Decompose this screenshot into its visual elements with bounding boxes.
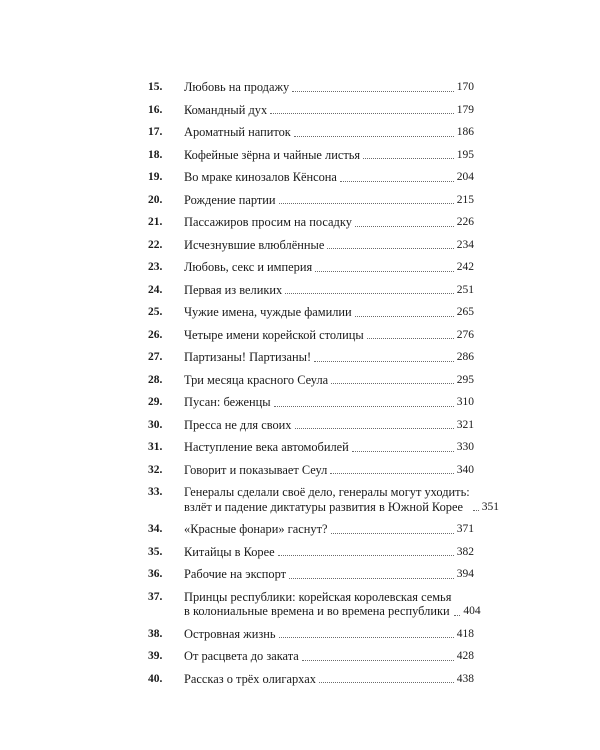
toc-entry-body: [184, 589, 481, 619]
toc-entry-body: [184, 148, 474, 163]
toc-entry: [148, 305, 474, 320]
page-number: 310: [456, 396, 474, 408]
toc-entry: [148, 215, 474, 230]
chapter-number: 18.: [148, 148, 163, 161]
toc-entry: [148, 103, 474, 118]
dot-leader: [279, 203, 454, 204]
toc-entry-body: [184, 328, 474, 343]
dot-leader: [340, 181, 454, 182]
dot-leader: [315, 271, 454, 272]
chapter-number: 20.: [148, 193, 163, 206]
chapter-title: [184, 522, 328, 537]
page-number: 195: [456, 148, 474, 161]
dot-leader: [454, 615, 460, 616]
toc-entry-body: [184, 283, 474, 298]
page-number: 179: [456, 103, 474, 116]
toc-entry: [148, 672, 474, 687]
chapter-number: 27.: [148, 351, 163, 363]
chapter-title: [184, 463, 327, 478]
chapter-title-line: Ароматный напиток: [184, 125, 291, 139]
chapter-number: 19.: [148, 171, 163, 183]
page-number: 170: [456, 81, 474, 93]
dot-leader: [279, 637, 454, 638]
chapter-number: 17.: [148, 126, 163, 138]
chapter-title-line: взлёт и падение диктатуры развития в Южной Корее: [184, 499, 463, 514]
page-number: 394: [456, 568, 474, 580]
chapter-title: [184, 80, 289, 95]
toc-entry: [148, 238, 474, 253]
chapter-title: [184, 215, 352, 230]
toc-entry-body: [184, 103, 474, 118]
page-number: 215: [456, 193, 474, 206]
dot-leader: [292, 91, 454, 92]
chapter-title: [184, 193, 276, 208]
toc-entry-body: [184, 238, 474, 253]
chapter-title-line: Китайцы в Корее: [184, 544, 275, 559]
toc-entry-body: [184, 649, 474, 664]
toc-entry: [148, 80, 474, 95]
chapter-title: [184, 170, 337, 185]
chapter-title: [184, 567, 286, 582]
toc-entry-body: [184, 485, 499, 514]
chapter-number: 15.: [148, 81, 163, 93]
chapter-title: [184, 672, 316, 687]
page-number: 404: [463, 605, 481, 617]
toc-entry: [148, 545, 474, 560]
dot-leader: [363, 158, 454, 159]
chapter-title: [184, 125, 291, 140]
dot-leader: [295, 428, 454, 429]
chapter-title-line: От расцвета до заката: [184, 649, 299, 663]
toc-entry-body: [184, 260, 474, 275]
toc-entry-body: [184, 373, 474, 388]
dot-leader: [330, 473, 453, 474]
chapter-title: [184, 590, 451, 619]
toc-entry-body: [184, 463, 474, 478]
chapter-title-line: Генералы сделали своё дело, генералы могут уходить:: [184, 485, 470, 499]
chapter-title: [184, 305, 352, 320]
page-number: 276: [456, 328, 474, 341]
dot-leader: [355, 226, 454, 227]
page-number: 382: [456, 545, 474, 558]
chapter-number: 21.: [148, 216, 163, 228]
dot-leader: [367, 338, 454, 339]
chapter-number: 22.: [148, 238, 163, 251]
page-number: 351: [481, 500, 499, 513]
toc-entry-body: [184, 440, 474, 455]
chapter-number: 35.: [148, 545, 163, 558]
chapter-title: [184, 103, 267, 118]
toc-entry: [148, 522, 474, 537]
toc-entry: [148, 125, 474, 140]
toc-entry-body: [184, 418, 474, 433]
toc-entry: [148, 418, 474, 433]
chapter-title: [184, 283, 282, 298]
chapter-title-line: Три месяца красного Сеула: [184, 372, 329, 387]
toc-entry: [148, 589, 481, 619]
toc-entry: [148, 627, 474, 642]
toc-entry: [148, 350, 474, 365]
chapter-title-line: Пресса не для своих: [184, 417, 292, 432]
chapter-number: 36.: [148, 568, 163, 580]
chapter-number: 31.: [148, 441, 163, 453]
dot-leader: [355, 316, 454, 317]
dot-leader: [319, 682, 454, 683]
chapter-number: 39.: [148, 650, 163, 662]
chapter-number: 34.: [148, 523, 163, 535]
toc-entry: [148, 328, 474, 343]
toc-entry-body: [184, 80, 474, 95]
dot-leader: [331, 533, 454, 534]
chapter-title-line: Первая из великих: [184, 282, 283, 297]
chapter-title-line: Островная жизнь: [184, 626, 276, 641]
toc-entry-body: [184, 193, 474, 208]
chapter-number: 29.: [148, 396, 163, 408]
chapter-number: 30.: [148, 418, 163, 431]
toc-entry-body: [184, 125, 474, 140]
toc-entry-body: [184, 305, 474, 320]
chapter-title-line: Любовь, секс и империя: [184, 260, 313, 274]
chapter-title-line: Командный дух: [184, 102, 268, 117]
chapter-number: 26.: [148, 328, 163, 341]
page-number: 321: [456, 418, 474, 431]
chapter-title: [184, 627, 276, 642]
chapter-number: 16.: [148, 103, 163, 116]
toc-entry: [148, 395, 474, 410]
chapter-title: [184, 418, 292, 433]
page-number: 204: [456, 171, 474, 183]
toc-entry-body: [184, 627, 474, 642]
dot-leader: [302, 660, 454, 661]
chapter-number: 38.: [148, 627, 163, 640]
toc-entry: [148, 373, 474, 388]
toc-entry-body: [184, 215, 474, 230]
dot-leader: [352, 451, 454, 452]
dot-leader: [473, 510, 479, 511]
page-number: 418: [456, 627, 474, 640]
toc-entry: [148, 485, 499, 514]
page-number: 340: [456, 463, 474, 476]
chapter-title: [184, 350, 311, 365]
toc-entry: [148, 260, 474, 275]
chapter-number: 24.: [148, 283, 163, 296]
chapter-title-line: Пусан: беженцы: [184, 395, 271, 409]
chapter-title-line: Рождение партии: [184, 192, 276, 207]
page-number: 330: [456, 441, 474, 453]
chapter-title-line: Говорит и показывает Сеул: [184, 462, 328, 477]
dot-leader: [270, 113, 454, 114]
dot-leader: [278, 555, 454, 556]
page-number: 286: [456, 351, 474, 363]
chapter-title-line: Исчезнувшие влюблённые: [184, 237, 325, 252]
chapter-title: [184, 148, 360, 163]
page-number: 234: [456, 238, 474, 251]
page-number: 265: [456, 306, 474, 318]
toc-entry: [148, 567, 474, 582]
chapter-number: 32.: [148, 463, 163, 476]
chapter-title-line: Кофейные зёрна и чайные листья: [184, 147, 361, 162]
chapter-title-line: в колониальные времена и во времена республики: [184, 604, 450, 618]
chapter-title: [184, 373, 328, 388]
page-number: 371: [456, 523, 474, 535]
page-number: 186: [456, 126, 474, 138]
chapter-title: [184, 395, 271, 410]
toc-entry-body: [184, 672, 474, 687]
dot-leader: [285, 293, 454, 294]
toc-entry: [148, 170, 474, 185]
page-number: 226: [456, 216, 474, 228]
toc-entry: [148, 283, 474, 298]
chapter-title: [184, 328, 364, 343]
chapter-title-line: Партизаны! Партизаны!: [184, 350, 312, 364]
toc-entry-body: [184, 395, 474, 410]
chapter-title: [184, 260, 312, 275]
table-of-contents: [148, 80, 499, 694]
page-number: 438: [456, 672, 474, 685]
dot-leader: [331, 383, 454, 384]
toc-entry-body: [184, 170, 474, 185]
chapter-title: [184, 238, 324, 253]
toc-entry-body: [184, 522, 474, 537]
toc-entry: [148, 193, 474, 208]
chapter-title-line: Пассажиров просим на посадку: [184, 215, 352, 229]
chapter-title-line: «Красные фонари» гаснут?: [184, 522, 328, 536]
chapter-title: [184, 545, 275, 560]
toc-entry: [148, 463, 474, 478]
page-number: 251: [456, 283, 474, 296]
chapter-title-line: Наступление века автомобилей: [184, 440, 349, 454]
dot-leader: [274, 406, 454, 407]
chapter-title-line: Во мраке кинозалов Кёнсона: [184, 170, 337, 184]
chapter-title: [184, 485, 470, 514]
dot-leader: [289, 578, 454, 579]
dot-leader: [294, 136, 454, 137]
toc-entry-body: [184, 567, 474, 582]
chapter-title-line: Чужие имена, чуждые фамилии: [184, 305, 352, 319]
toc-entry-body: [184, 350, 474, 365]
chapter-number: 40.: [148, 672, 163, 685]
page-number: 428: [456, 650, 474, 662]
chapter-title-line: Рассказ о трёх олигархах: [184, 671, 316, 686]
toc-entry: [148, 440, 474, 455]
chapter-title-line: Принцы республики: корейская королевская семья: [184, 589, 452, 604]
chapter-title-line: Рабочие на экспорт: [184, 567, 287, 581]
chapter-number: 28.: [148, 373, 163, 386]
page-number: 295: [456, 373, 474, 386]
toc-entry-body: [184, 545, 474, 560]
chapter-number: 33.: [148, 486, 163, 498]
dot-leader: [327, 248, 453, 249]
toc-entry: [148, 649, 474, 664]
chapter-number: 37.: [148, 590, 163, 603]
chapter-title: [184, 440, 349, 455]
chapter-title: [184, 649, 299, 664]
toc-entry: [148, 148, 474, 163]
chapter-title-line: Четыре имени корейской столицы: [184, 327, 364, 342]
dot-leader: [314, 361, 454, 362]
chapter-title-line: Любовь на продажу: [184, 80, 290, 94]
chapter-number: 25.: [148, 306, 163, 318]
page-number: 242: [456, 261, 474, 273]
chapter-number: 23.: [148, 261, 163, 273]
